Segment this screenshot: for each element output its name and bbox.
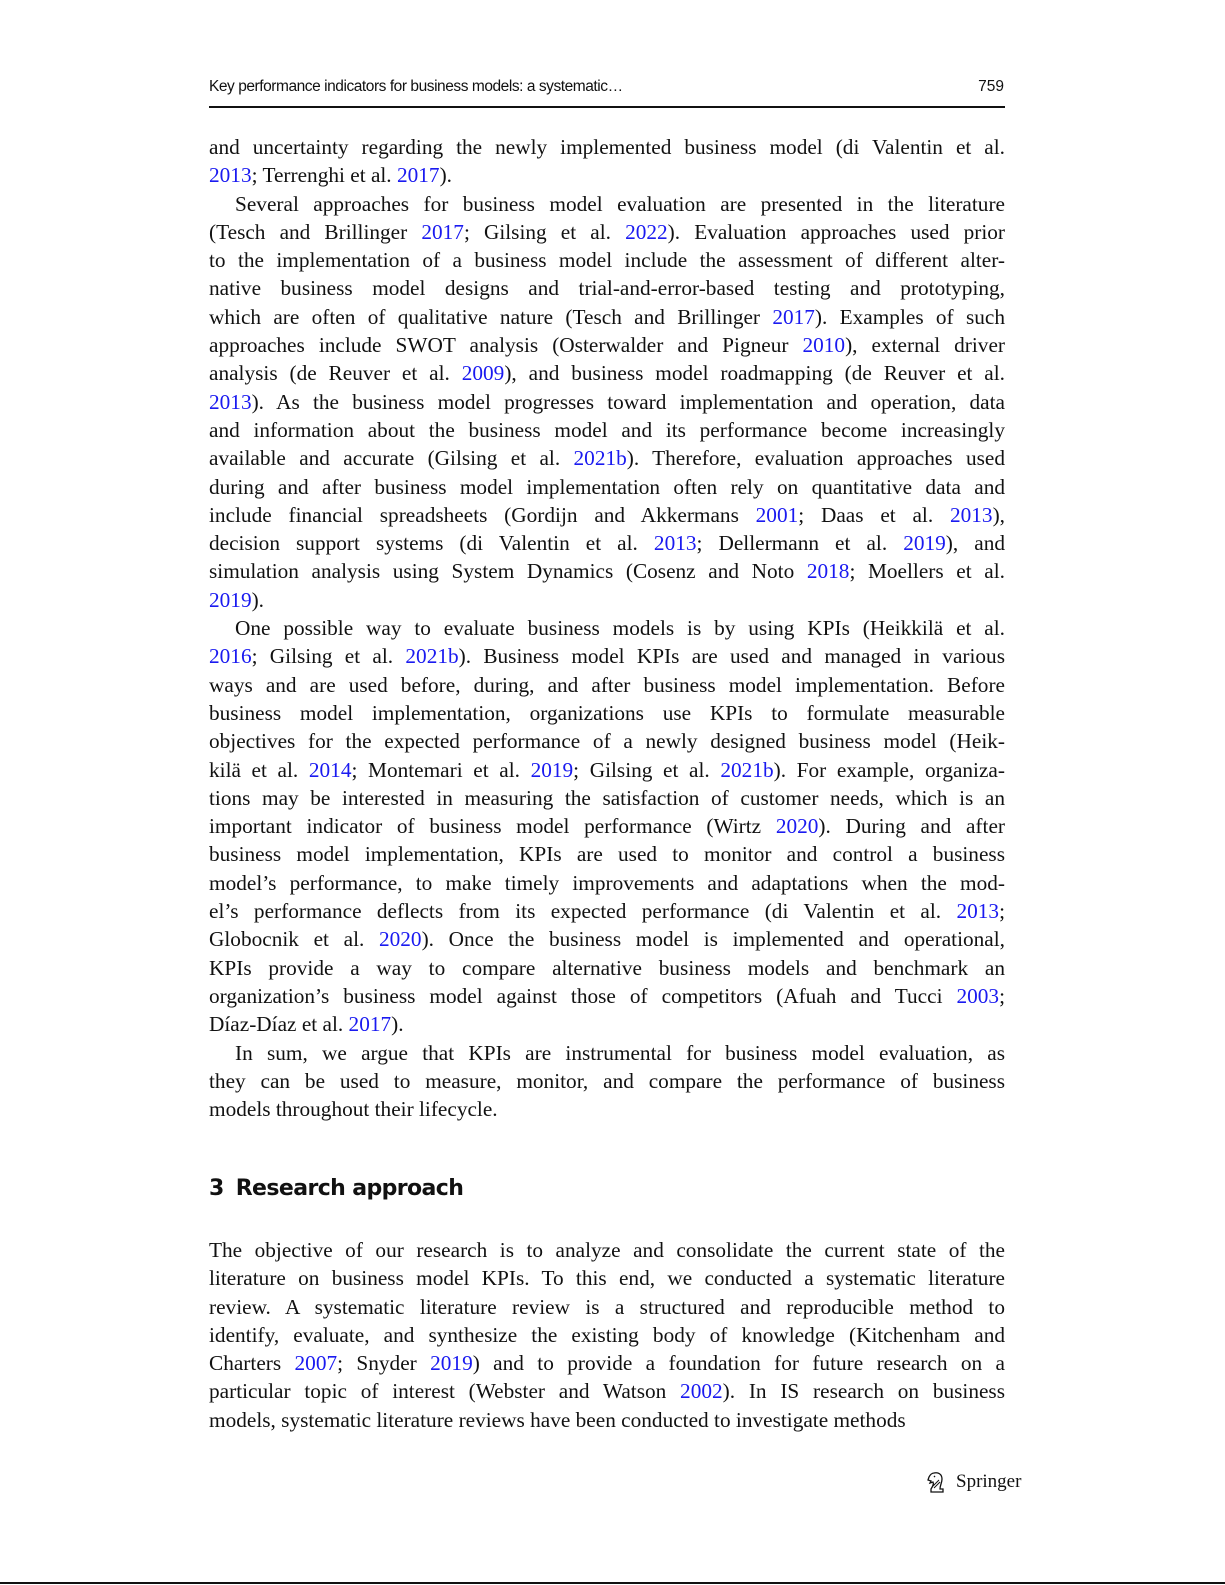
text-run: simulation analysis using System Dynamics (Cosenz and Noto (209, 559, 807, 584)
text-line (209, 161, 1005, 189)
text-run: ). For example, organiza- (773, 757, 1005, 782)
text-run: organization’s business model against those of competitors (Afuah and Tucci (209, 983, 957, 1008)
citation-link[interactable]: 2021b (405, 644, 459, 669)
text-line (209, 812, 1005, 840)
text-run: ). (391, 1012, 404, 1037)
citation-link[interactable]: 2013 (209, 389, 252, 414)
citation-link[interactable]: 2017 (348, 1012, 392, 1037)
text-line (209, 1067, 1005, 1095)
text-line (209, 1236, 1005, 1264)
citation-link[interactable]: 2022 (625, 219, 668, 244)
text-run: business model implementation, organizations use KPIs to formulate measurable (209, 700, 1005, 725)
text-line (209, 1406, 1005, 1434)
header-rule (209, 106, 1005, 108)
text-run: ; Moellers et al. (849, 559, 1005, 584)
text-run: ), and business model roadmapping (de Reuver et al. (504, 361, 1005, 386)
text-line (209, 1293, 1005, 1321)
bottom-border (0, 1582, 1225, 1584)
citation-link[interactable]: 2007 (294, 1351, 338, 1376)
text-run: to the implementation of a business model include the assessment of different alter- (209, 248, 1005, 273)
text-run: models throughout their lifecycle. (209, 1097, 498, 1122)
citation-link[interactable]: 2019 (903, 531, 946, 556)
citation-link[interactable]: 2021b (720, 757, 774, 782)
text-line (209, 699, 1005, 727)
citation-link[interactable]: 2013 (949, 502, 993, 527)
text-line (209, 954, 1005, 982)
text-line (209, 1321, 1005, 1349)
text-run: ; Dellermann et al. (696, 531, 904, 556)
page-number: 759 (978, 78, 1004, 95)
text-run: models, systematic literature reviews have been conducted to investigate methods (209, 1407, 906, 1432)
text-run: ). (251, 587, 265, 612)
text-line (209, 501, 1005, 529)
springer-knight-icon (926, 1470, 948, 1494)
text-run: approaches include SWOT analysis (Osterwalder and Pigneur (209, 333, 803, 358)
text-run: literature on business model KPIs. To this end, we conducted a systematic literature (209, 1266, 1005, 1291)
text-line (209, 586, 1005, 614)
text-run: review. A systematic literature review is a structured and reproducible method to (209, 1294, 1005, 1319)
text-line (209, 190, 1005, 218)
citation-link[interactable]: 2020 (378, 927, 422, 952)
text-line (209, 1264, 1005, 1292)
text-run: ). Evaluation approaches used prior (667, 219, 1005, 244)
text-line (209, 218, 1005, 246)
text-run: KPIs provide a way to compare alternative business models and benchmark an (209, 955, 1005, 980)
section-heading (209, 1176, 463, 1201)
citation-link[interactable]: 2013 (956, 899, 1000, 924)
text-line (209, 897, 1005, 925)
text-run: ). Business model KPIs are used and managed in various (458, 644, 1005, 669)
text-line (209, 303, 1005, 331)
text-run: business model implementation, KPIs are used to monitor and control a business (209, 842, 1005, 867)
text-line (209, 416, 1005, 444)
text-run: include financial spreadsheets (Gordijn and Akkermans (209, 502, 756, 527)
citation-link[interactable]: 2021b (573, 446, 627, 471)
text-line (209, 840, 1005, 868)
citation-link[interactable]: 2010 (802, 333, 846, 358)
publisher-logo (926, 1470, 1021, 1494)
text-run: Several approaches for business model evaluation are presented in the literature (235, 191, 1005, 216)
citation-link[interactable]: 2013 (653, 531, 697, 556)
text-run: kilä et al. (209, 757, 309, 782)
text-run: ; Gilsing et al. (463, 219, 626, 244)
text-run: The objective of our research is to analyze and consolidate the current state of the (209, 1238, 1005, 1262)
text-run: el’s performance deflects from its expected performance (di Valentin et al. (209, 899, 957, 924)
text-run: important indicator of business model performance (Wirtz (209, 814, 776, 839)
text-run: which are often of qualitative nature (Tesch and Brillinger (209, 304, 773, 329)
text-run: ; (999, 899, 1005, 924)
text-run: ; Snyder (337, 1351, 431, 1376)
text-run: during and after business model implementation often rely on quantitative data and (209, 474, 1005, 499)
text-run: they can be used to measure, monitor, and compare the performance of business (209, 1068, 1005, 1093)
text-run: tions may be interested in measuring the satisfaction of customer needs, which is an (209, 785, 1005, 810)
citation-link[interactable]: 2019 (530, 757, 574, 782)
text-run: ). During and after (818, 814, 1005, 839)
text-run: ). Once the business model is implemented and operational, (421, 927, 1005, 952)
section-title: Research approach (235, 1176, 464, 1201)
text-run: identify, evaluate, and synthesize the existing body of knowledge (Kitchenham and (209, 1322, 1005, 1347)
citation-link[interactable]: 2017 (772, 304, 815, 329)
citation-link[interactable]: 2002 (680, 1379, 723, 1404)
text-line (209, 1010, 1005, 1038)
text-run: ; (999, 983, 1005, 1008)
text-line (209, 1039, 1005, 1067)
text-run: and uncertainty regarding the newly implemented business model (di Valentin et al. (209, 135, 1005, 159)
text-run: Díaz-Díaz et al. (209, 1012, 349, 1037)
text-run: objectives for the expected performance of a newly designed business model (Heik- (209, 729, 1005, 754)
citation-link[interactable]: 2001 (755, 502, 799, 527)
text-run: ways and are used before, during, and after business model implementation. Before (209, 672, 1005, 697)
text-run: ; Daas et al. (798, 502, 950, 527)
publisher-name: Springer (956, 1471, 1022, 1492)
text-run: particular topic of interest (Webster and Watson (209, 1379, 681, 1404)
citation-link[interactable]: 2017 (396, 163, 440, 188)
body-text-before-section (209, 133, 1005, 1123)
citation-link[interactable]: 2009 (461, 361, 505, 386)
text-line (209, 331, 1005, 359)
text-line (209, 388, 1005, 416)
text-run: ; Gilsing et al. (251, 644, 406, 669)
citation-link[interactable]: 2019 (209, 587, 252, 612)
citation-link[interactable]: 2017 (421, 219, 464, 244)
text-line (209, 756, 1005, 784)
text-line (209, 784, 1005, 812)
text-run: (Tesch and Brillinger (209, 219, 422, 244)
text-run: In sum, we argue that KPIs are instrumental for business model evaluation, as (235, 1040, 1005, 1065)
text-line (209, 869, 1005, 897)
text-run: ; Montemari et al. (351, 757, 531, 782)
text-run: native business model designs and trial-and-error-based testing and prototyping, (209, 276, 1005, 301)
body-text-after-section (209, 1236, 1005, 1434)
text-run: ). Examples of such (814, 304, 1005, 329)
text-run: ), external driver (845, 333, 1006, 358)
text-run: ), and (945, 531, 1006, 556)
text-line (209, 246, 1005, 274)
text-line (209, 557, 1005, 585)
text-line (209, 359, 1005, 387)
text-line (209, 642, 1005, 670)
text-run: ; Gilsing et al. (573, 757, 721, 782)
citation-link[interactable]: 2019 (430, 1351, 473, 1376)
text-line (209, 529, 1005, 557)
text-run: ) and to provide a foundation for future research on a (472, 1351, 1005, 1376)
text-run: analysis (de Reuver et al. (209, 361, 462, 386)
citation-link[interactable]: 2014 (308, 757, 352, 782)
text-line (209, 473, 1005, 501)
text-line (209, 1095, 1005, 1123)
text-run: ; Terrenghi et al. (251, 163, 397, 188)
section-number: 3 (209, 1176, 224, 1201)
text-run: available and accurate (Gilsing et al. (209, 446, 574, 471)
citation-link[interactable]: 2018 (806, 559, 850, 584)
citation-link[interactable]: 2003 (956, 983, 1000, 1008)
text-run: decision support systems (di Valentin et al. (209, 531, 654, 556)
text-run: ). In IS research on business (722, 1379, 1005, 1404)
text-line (209, 982, 1005, 1010)
text-run: Charters (209, 1351, 295, 1376)
text-run: and information about the business model and its performance become increasingly (209, 417, 1005, 442)
text-run: One possible way to evaluate business models is by using KPIs (Heikkilä et al. (235, 616, 1005, 641)
text-line (209, 133, 1005, 161)
text-run: ). As the business model progresses toward implementation and operation, data (251, 389, 1005, 414)
citation-link[interactable]: 2013 (209, 163, 252, 188)
text-line (209, 671, 1005, 699)
text-run: ). Therefore, evaluation approaches used (626, 446, 1005, 471)
text-line (209, 1377, 1005, 1405)
text-line (209, 614, 1005, 642)
text-run: ). (439, 163, 452, 188)
running-head (209, 76, 1004, 100)
text-line (209, 274, 1005, 302)
citation-link[interactable]: 2020 (775, 814, 819, 839)
text-line (209, 444, 1005, 472)
text-line (209, 1349, 1005, 1377)
text-line (209, 727, 1005, 755)
text-run: model’s performance, to make timely improvements and adaptations when the mod- (209, 870, 1005, 895)
text-line (209, 925, 1005, 953)
text-run: Globocnik et al. (209, 927, 379, 952)
text-run: ), (992, 502, 1005, 527)
running-title: Key performance indicators for business models: a systematic… (209, 78, 623, 95)
citation-link[interactable]: 2016 (209, 644, 252, 669)
